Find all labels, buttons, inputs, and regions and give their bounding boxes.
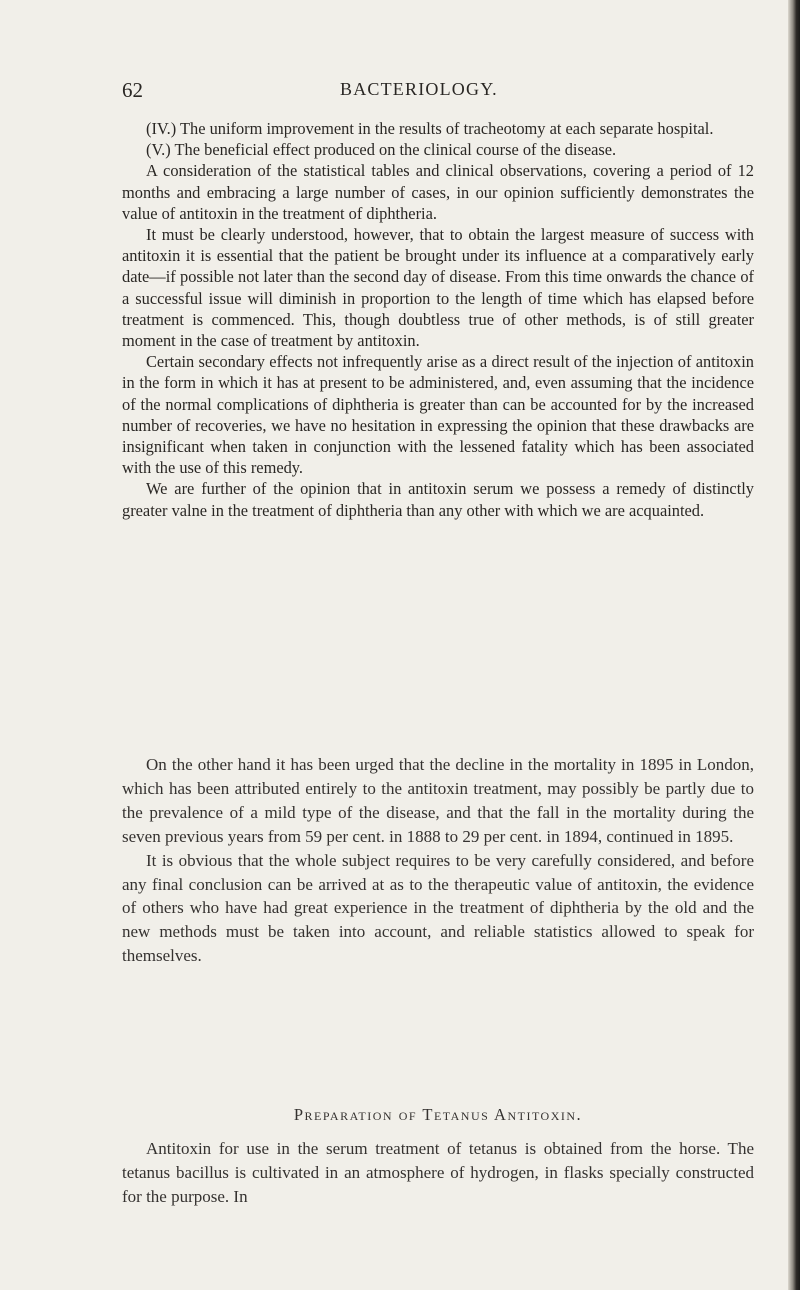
- text-block-discussion: [122, 753, 754, 968]
- section-heading: Preparation of Tetanus Antitoxin.: [293, 1105, 583, 1124]
- paragraph: A consideration of the statistical tables and clinical observations, covering a period of 12 months and embracing a large number of cases, in our opinion sufficiently demonstrates the value of antitoxin in the treatment of diphtheria.: [122, 161, 754, 223]
- paragraph: (IV.) The uniform improvement in the results of tracheotomy at each separate hospital.: [146, 119, 714, 138]
- page-edge-shadow: [788, 0, 800, 1290]
- paragraph: Certain secondary effects not infrequently arise as a direct result of the injection of antitoxin in the form in which it has at present to be administered, and, even assuming that the incidence of the normal complications of diphtheria is greater than can be accounted for by the increased number of recoveries, we have no hesitation in expressing the opinion that these drawbacks are insignificant when taken in conjunction with the lessened fatality which has been associated with the use of this remedy.: [122, 352, 754, 478]
- paragraph: We are further of the opinion that in antitoxin serum we possess a remedy of distinctly greater valne in the treatment of diphtheria than any other with which we are acquainted.: [122, 479, 754, 520]
- page-header: [0, 78, 780, 106]
- paragraph: It must be clearly understood, however, that to obtain the largest measure of success with antitoxin it is essential that the patient be brought under its influence at a comparatively early date—if possible not later than the second day of disease. From this time onwards the chance of a successful issue will diminish in proportion to the length of time which has elapsed before treatment is commenced. This, though doubtless true of other methods, is of still greater moment in the case of treatment by antitoxin.: [122, 225, 754, 351]
- page-number: 62: [122, 78, 143, 102]
- paragraph: On the other hand it has been urged that the decline in the mortality in 1895 in London, which has been attributed entirely to the antitoxin treatment, may possibly be partly due to the prevalence of a mild type of the disease, and that the fall in the mortality during the seven previous years from 59 per cent. in 1888 to 29 per cent. in 1894, continued in 1895.: [122, 755, 754, 846]
- text-block-tetanus: [122, 1137, 754, 1210]
- running-title: BACTERIOLOGY.: [340, 79, 498, 99]
- text-block-conclusions: [122, 118, 754, 521]
- paragraph: (V.) The beneficial effect produced on the clinical course of the disease.: [146, 140, 617, 160]
- paragraph: Antitoxin for use in the serum treatment of tetanus is obtained from the horse. The tetanus bacillus is cultivated in an atmosphere of hydrogen, in flasks specially constructed for the purpose. In: [122, 1139, 754, 1207]
- paragraph: It is obvious that the whole subject requires to be very carefully considered, and before any final conclusion can be arrived at as to the therapeutic value of antitoxin, the evidence of others who have had great experience in the treatment of diphtheria by the old and the new methods must be taken into account, and reliable statistics allowed to speak for themselves.: [122, 850, 754, 966]
